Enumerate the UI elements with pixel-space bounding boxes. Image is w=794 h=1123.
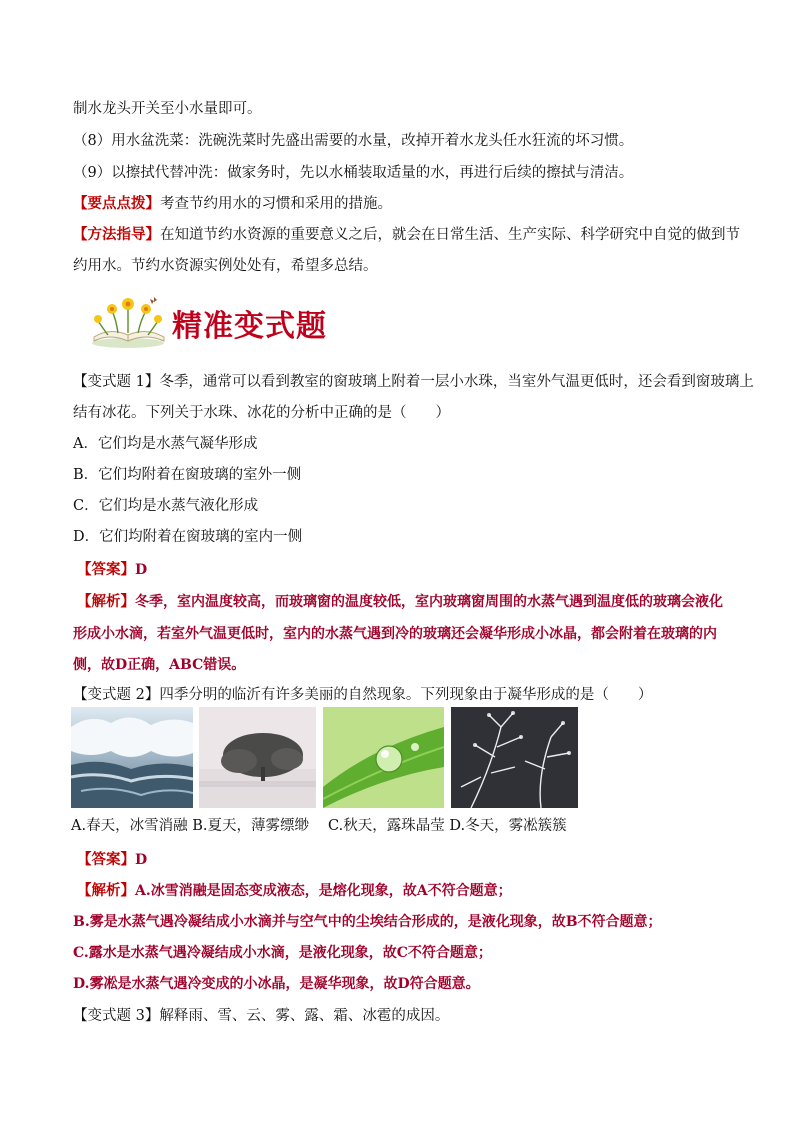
rime-branches-picture — [451, 707, 578, 808]
question-2-options: A.春天，冰雪消融 B.夏天，薄雾缥缈 C.秋天，露珠晶莹 D.冬天，雾凇簇簇 — [71, 818, 567, 834]
paragraph-line: （8）用水盆洗菜：洗碗洗菜时先盛出需要的水量，改掉开着水龙头任水狂流的坏习惯。 — [73, 133, 634, 149]
answer-value-2: D — [135, 852, 148, 868]
option-pictures — [71, 707, 581, 809]
method-tag: 【方法指导】 — [73, 226, 160, 243]
keypoint-line — [73, 194, 392, 214]
answer-tag-2: 【答案】 — [77, 851, 135, 868]
misty-tree-picture — [199, 707, 316, 808]
question-1-stem-2: 结有冰花。下列关于水珠、冰花的分析中正确的是（ ） — [73, 405, 450, 421]
option-c: C．它们均是水蒸气液化形成 — [73, 498, 259, 514]
analysis-q2-line-2: B.雾是水蒸气遇冷凝结成小水滴并与空气中的尘埃结合形成的，是液化现象，故B不符合题意； — [73, 914, 662, 930]
analysis-line-q2 — [77, 881, 512, 901]
question-3-stem-text: 解释雨、雪、云、雾、露、霜、冰雹的成因。 — [159, 1008, 450, 1024]
analysis-q2-text: A.冰雪消融是固态变成液态，是熔化现象，故A不符合题意； — [135, 883, 512, 899]
method-line-2: 约用水。节约水资源实例处处有，希望多总结。 — [73, 258, 378, 274]
option-a: A．它们均是水蒸气凝华形成 — [73, 436, 258, 452]
paragraph-line: （9）以擦拭代替冲洗：做家务时，先以水桶装取适量的水，再进行后续的擦拭与清洁。 — [73, 165, 634, 181]
question-2-label: 【变式题 2】 — [73, 687, 160, 703]
analysis-tag: 【解析】 — [77, 593, 135, 610]
answer-line — [77, 560, 147, 580]
analysis-q2-line-4: D.雾凇是水蒸气遇冷变成的小冰晶，是凝华现象，故D符合题意。 — [73, 976, 480, 992]
analysis-tag-2: 【解析】 — [77, 882, 135, 899]
section-header — [88, 293, 348, 349]
answer-tag: 【答案】 — [77, 561, 135, 578]
section-title: 精准变式题 — [172, 309, 327, 344]
analysis-line-2: 形成小水滴，若室外气温更低时，室内的水蒸气遇到冷的玻璃还会凝华形成小冰晶，都会附着在玻璃的内 — [73, 626, 717, 642]
method-line — [73, 225, 740, 245]
keypoint-text: 考查节约用水的习惯和采用的措施。 — [160, 196, 392, 212]
dewdrop-leaf-picture — [323, 707, 444, 808]
question-2-stem — [73, 685, 652, 705]
analysis-q2-line-3: C.露水是水蒸气遇冷凝结成小水滴，是液化现象，故C不符合题意； — [73, 945, 492, 961]
answer-value: D — [135, 562, 148, 578]
question-2-stem-text: 四季分明的临沂有许多美丽的自然现象。下列现象由于凝华形成的是（ ） — [159, 687, 653, 703]
analysis-text: 冬季，室内温度较高，而玻璃窗的温度较低，室内玻璃窗周围的水蒸气遇到温度低的玻璃会液化 — [135, 594, 723, 610]
question-1-label: 【变式题 1】 — [73, 374, 160, 390]
answer-line-2 — [77, 850, 147, 870]
question-1-stem-text: 冬季，通常可以看到教室的窗玻璃上附着一层小水珠，当室外气温更低时，还会看到窗玻璃上 — [159, 374, 754, 390]
paragraph-line: 制水龙头开关至小水量即可。 — [73, 101, 262, 117]
open-book-flowers-icon — [88, 293, 170, 349]
ice-stream-picture — [71, 707, 193, 808]
question-3-label: 【变式题 3】 — [73, 1008, 160, 1024]
option-b: B．它们均附着在窗玻璃的室外一侧 — [73, 467, 302, 483]
analysis-line — [77, 592, 723, 612]
keypoint-tag: 【要点点拨】 — [73, 195, 160, 212]
method-text: 在知道节约水资源的重要意义之后，就会在日常生活、生产实际、科学研究中自觉的做到节 — [160, 227, 740, 243]
analysis-line-3: 侧，故D正确，ABC错误。 — [73, 657, 246, 673]
question-1-stem — [73, 372, 754, 392]
option-d: D．它们均附着在窗玻璃的室内一侧 — [73, 529, 303, 545]
question-3-stem — [73, 1006, 449, 1026]
